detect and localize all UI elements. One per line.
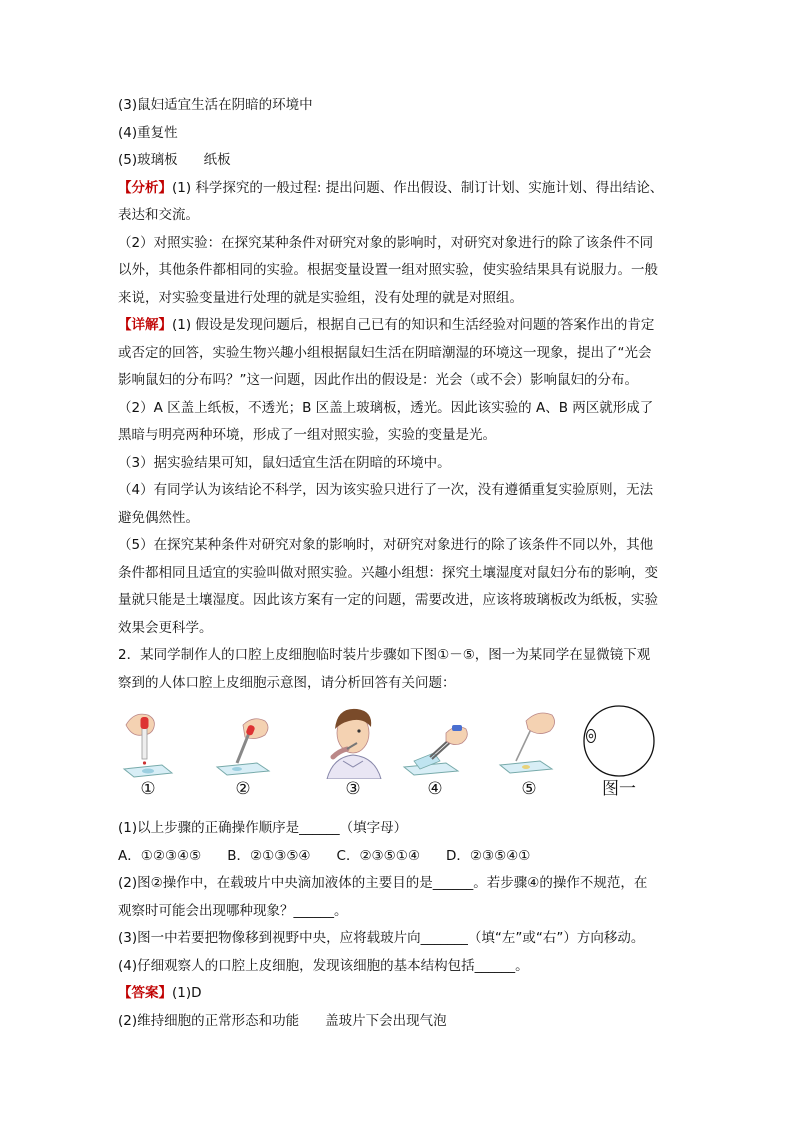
text-line — [118, 147, 678, 175]
answer-text: (1)D — [172, 985, 202, 1001]
text-line: 来说，对实验变量进行处理的就是实验组，没有处理的就是对照组。 — [118, 289, 523, 306]
step-2-figure — [213, 703, 273, 799]
text-line: （2）A 区盖上纸板，不透光；B 区盖上玻璃板，透光。因此该实验的 A、B 两区就形成了 — [118, 399, 654, 416]
stain-dropper-icon — [496, 703, 562, 779]
step-1-figure — [118, 703, 178, 799]
text-line: 黑暗与明亮两种环境，形成了一组对照实验，实验的变量是光。 — [118, 427, 496, 443]
text-line: 或否定的回答，实验生物兴趣小组根据鼠妇生活在阴暗潮湿的环境这一现象，提出了“光会 — [118, 344, 652, 361]
sub-question-2: (2)图②操作中，在载玻片中央滴加液体的主要目的是______。若步骤④的操作不规范，在 — [118, 875, 648, 891]
text-line: （3）据实验结果可知，鼠妇适宜生活在阴暗的环境中。 — [118, 454, 451, 471]
answer-part: (5)玻璃板 — [118, 152, 178, 168]
option-b: B．②①③⑤④ — [227, 847, 311, 864]
text-line: 以外，其他条件都相同的实验。根据变量设置一组对照实验，使实验结果具有说服力。一般 — [118, 262, 658, 278]
analysis-tag: 【分析】 — [118, 179, 172, 196]
question-stem: 察到的人体口腔上皮细胞示意图，请分析回答有关问题： — [118, 674, 456, 691]
person-scraping-cheek-icon — [313, 703, 393, 779]
figure-label: 图一 — [602, 779, 636, 799]
figure-label: ② — [235, 779, 251, 799]
text-line: 条件都相同且适宜的实验叫做对照实验。兴趣小组想：探究土壤湿度对鼠妇分布的影响，变 — [118, 564, 658, 581]
figure-label: ④ — [427, 779, 443, 799]
sub-question-1: (1)以上步骤的正确操作顺序是______（填字母） — [118, 820, 408, 836]
step-4-figure — [400, 703, 470, 799]
sub-question-4: (4)仔细观察人的口腔上皮细胞，发现该细胞的基本结构包括______。 — [118, 957, 529, 974]
pipette-hand-icon — [213, 703, 273, 779]
answer-tag: 【答案】 — [118, 985, 172, 1001]
figure-one — [582, 703, 656, 799]
text-line: 影响鼠妇的分布吗？”这一问题，因此作出的假设是：光会（或不会）影响鼠妇的分布。 — [118, 372, 638, 388]
sub-question-2-cont: 观察时可能会出现哪种现象？______。 — [118, 902, 348, 919]
procedure-figure — [118, 703, 678, 813]
detail-text: (1) 假设是发现问题后，根据自己已有的知识和生活经验对问题的答案作出的肯定 — [172, 317, 655, 333]
step-3-figure — [313, 703, 393, 799]
text-line: 表达和交流。 — [118, 207, 199, 223]
figure-label: ⑤ — [521, 779, 537, 799]
figure-label: ① — [140, 779, 156, 799]
step-5-figure — [496, 703, 562, 799]
question-stem: 2．某同学制作人的口腔上皮细胞临时装片步骤如下图①－⑤，图一为某同学在显微镜下观 — [118, 647, 651, 663]
text-line: 量就只能是土壤湿度。因此该方案有一定的问题，需要改进，应该将玻璃板改为纸板，实验 — [118, 592, 658, 608]
option-d: D．②③⑤④① — [445, 847, 531, 864]
answer-options — [118, 843, 678, 871]
figure-label: ③ — [345, 779, 361, 799]
text-line: （5）在探究某种条件对研究对象的影响时，对研究对象进行的除了该条件不同以外，其他 — [118, 537, 654, 553]
text-line: 效果会更科学。 — [118, 619, 213, 636]
answer-text: 盖玻片下会出现气泡 — [325, 1012, 447, 1029]
detail-tag: 【详解】 — [118, 317, 172, 333]
option-a: A．①②③④⑤ — [118, 847, 202, 864]
text-line: （4）有同学认为该结论不科学，因为该实验只进行了一次，没有遵循重复实验原则，无法 — [118, 482, 654, 498]
option-c: C．②③⑤①④ — [336, 847, 420, 864]
document-page — [118, 92, 678, 1035]
answer-line-2 — [118, 1008, 678, 1036]
answer-part: 纸板 — [203, 152, 231, 168]
text-line: （2）对照实验：在探究某种条件对研究对象的影响时，对研究对象进行的除了该条件不同 — [118, 234, 654, 251]
forceps-coverslip-icon — [400, 703, 470, 779]
answer-line-1 — [118, 980, 678, 1008]
dropper-hand-icon — [118, 703, 178, 779]
microscope-field-icon — [582, 703, 656, 779]
detail-first-line — [118, 312, 678, 340]
analysis-first-line — [118, 175, 678, 203]
text-line: 避免偶然性。 — [118, 509, 199, 526]
sub-question-3: (3)图一中若要把物像移到视野中央，应将载玻片向_______（填“左”或“右”）方向移动。 — [118, 930, 645, 946]
analysis-text: (1) 科学探究的一般过程: 提出问题、作出假设、制订计划、实施计划、得出结论、 — [172, 179, 664, 196]
answer-text: (2)维持细胞的正常形态和功能 — [118, 1012, 300, 1029]
text-line: (4)重复性 — [118, 124, 178, 141]
text-line: (3)鼠妇适宜生活在阴暗的环境中 — [118, 97, 313, 113]
